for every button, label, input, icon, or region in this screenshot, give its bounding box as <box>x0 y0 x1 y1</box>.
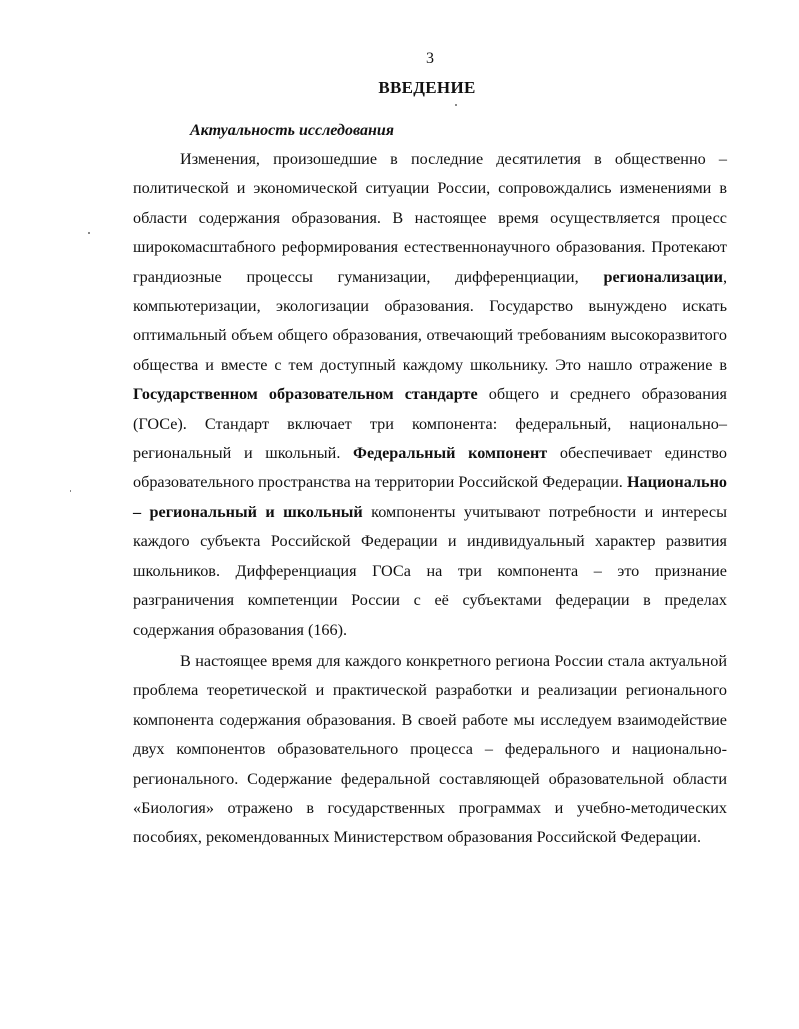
paragraph-1 <box>133 145 727 645</box>
bold-term: Национально – региональный и школьный <box>133 473 727 521</box>
bold-term: Федеральный компонент <box>353 444 548 463</box>
section-heading: ВВЕДЕНИЕ <box>378 78 476 97</box>
bold-term: регионализации <box>603 267 723 286</box>
text-segment: общего и среднего образования (ГОСе). Стандарт включает три компонента: федеральный, национально–региональный и школьный. <box>133 385 727 463</box>
text-segment: Изменения, произошедшие в последние десятилетия в общественно – политической и экономической ситуации России, сопровождались изменениями в области содержания образования. В настоящее время осуществляется процесс широкомасштабного реформирования естественнонаучного образования. Протекают грандиозные процессы гуманизации, дифференциации, <box>133 150 727 286</box>
text-segment: В настоящее время для каждого конкретного региона России стала актуальной проблема теоретической и практической разработки и реализации регионального компонента содержания образования. В своей работе мы исследуем взаимодействие двух компонентов образовательного процесса – федерального и национально-регионального. Содержание федеральной составляющей образовательной области «Биология» отражено в государственных программах и учебно-методических пособиях, рекомендованных Министерством образования Российской Федерации. <box>133 651 727 847</box>
subsection-heading: Актуальность исследования <box>190 122 394 139</box>
bold-term: Государственном образовательном стандарте <box>133 385 478 404</box>
text-segment: обеспечивает единство образовательного пространства на территории Российской Федерации. <box>133 444 727 492</box>
scan-speck <box>70 490 71 492</box>
text-segment: компоненты учитывают потребности и интересы каждого субъекта Российской Федерации и индивидуальный характер развития школьников. Дифференциация ГОСа на три компонента – это признание разграничения компетенции России с её субъектами федерации в пределах содержания образования (166). <box>133 502 727 639</box>
scan-speck <box>88 232 90 234</box>
page-number: 3 <box>426 50 434 67</box>
body-text <box>133 145 727 853</box>
paragraph-2 <box>133 647 727 853</box>
text-segment: , компьютеризации, экологизации образования. Государство вынуждено искать оптимальный объем общего образования, отвечающий требованиям высокоразвитого общества и вместе с тем доступный каждому школьнику. Это нашло отражение в <box>133 267 727 374</box>
scan-speck <box>455 104 457 106</box>
